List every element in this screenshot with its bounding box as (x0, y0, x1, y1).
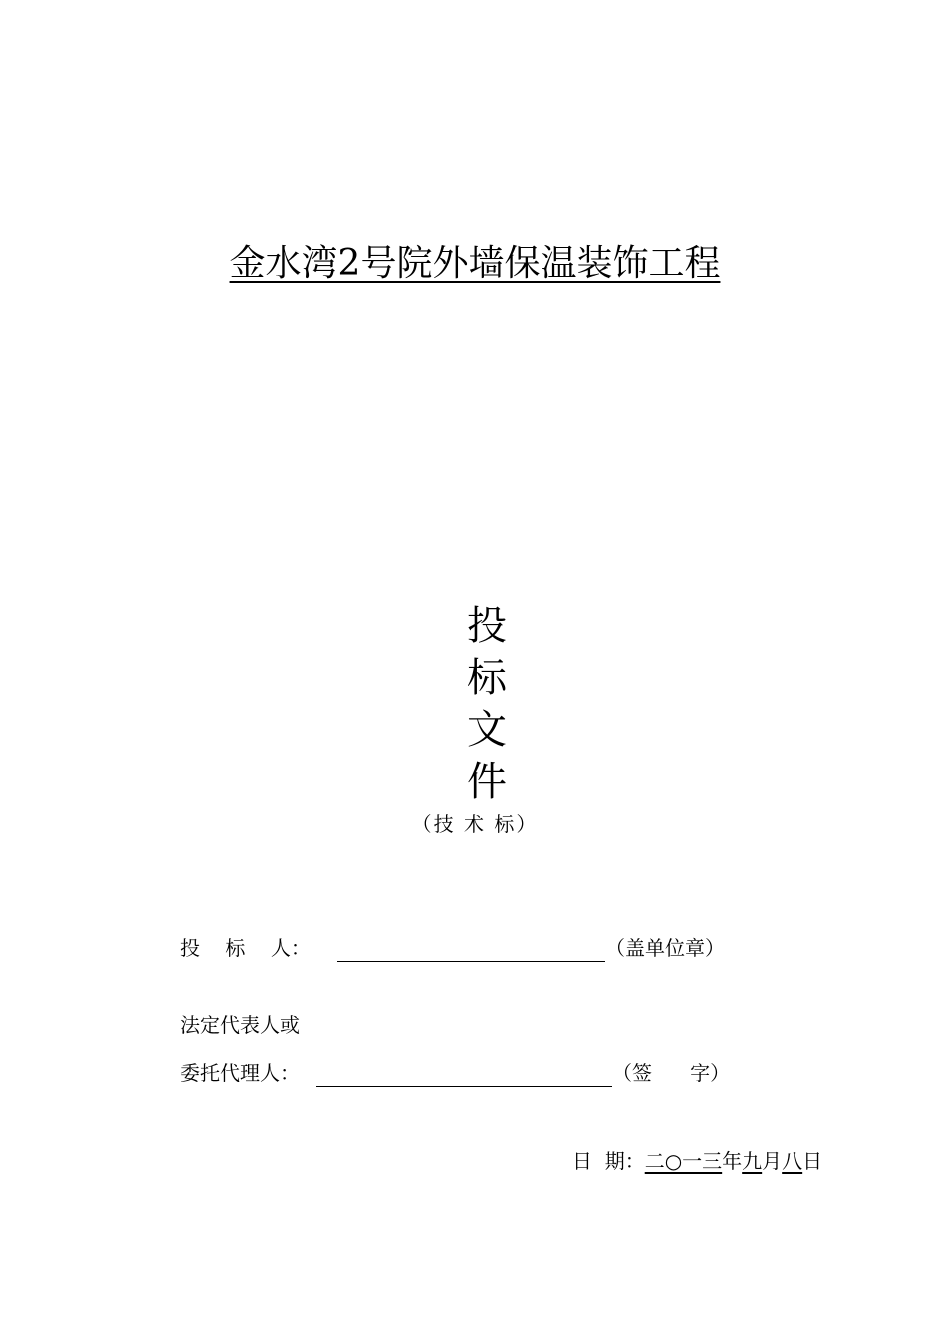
agent-row (180, 1059, 730, 1087)
vertical-title-char-2: 标 (467, 655, 507, 701)
bidder-signature-line[interactable] (337, 939, 605, 962)
legal-rep-label: 法定代表人或 (180, 1013, 300, 1037)
agent-label: 委托代理人： (180, 1061, 300, 1085)
legal-rep-row (180, 1011, 300, 1039)
agent-suffix: （签 字） (612, 1061, 731, 1085)
bidder-suffix: （盖单位章） (605, 936, 725, 960)
bidder-row (180, 934, 725, 962)
date-label: 日 期： (572, 1149, 645, 1173)
vertical-title-char-4: 件 (467, 759, 507, 805)
agent-signature-line[interactable] (316, 1064, 612, 1087)
vertical-title-char-1: 投 (467, 603, 507, 649)
date-month: 九 (742, 1149, 763, 1173)
project-title: 金水湾2号院外墙保温装饰工程 (229, 243, 721, 284)
date-year: 二○一三 (644, 1149, 723, 1173)
date-month-unit: 月 (762, 1149, 783, 1173)
date-day: 八 (782, 1149, 803, 1173)
bidder-label: 投 标 人： (180, 936, 311, 960)
subtitle: （技 术 标） (411, 812, 539, 836)
date-year-unit: 年 (722, 1149, 743, 1173)
date-row (572, 1147, 822, 1175)
vertical-title-char-3: 文 (467, 707, 507, 753)
date-day-unit: 日 (802, 1149, 823, 1173)
